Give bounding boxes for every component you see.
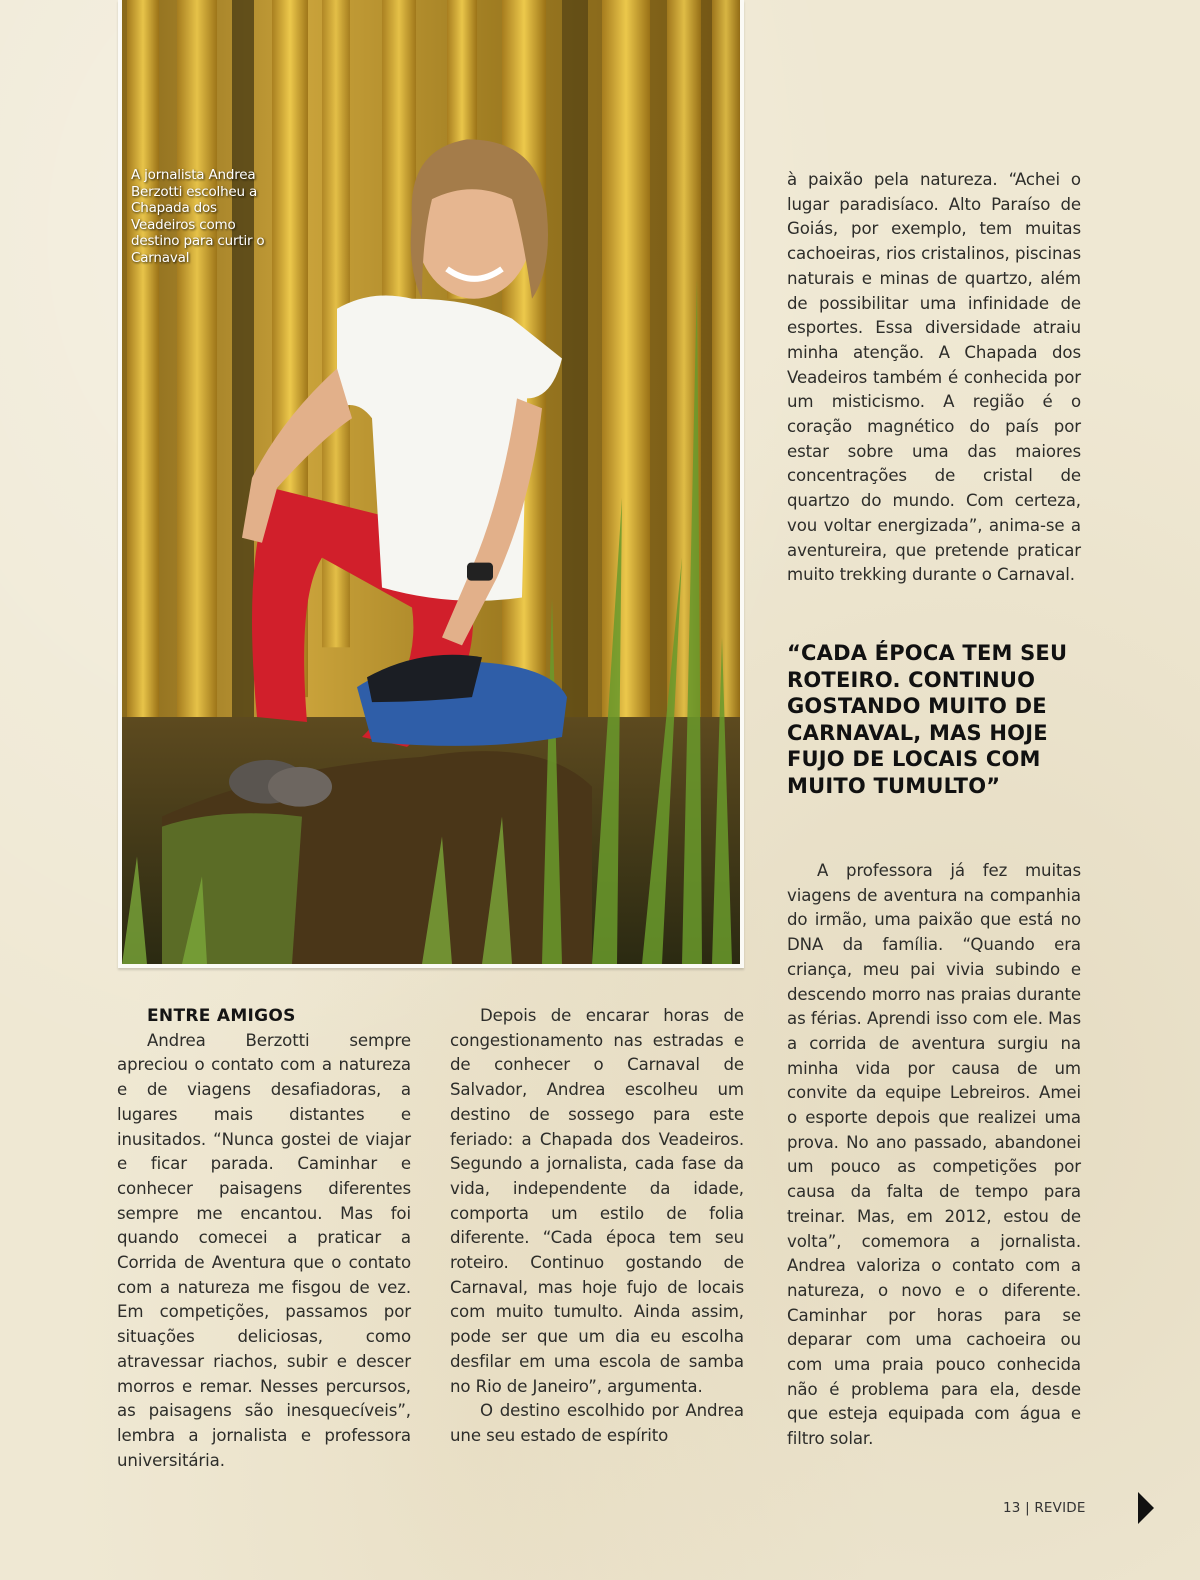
body-paragraph: Depois de encarar horas de congestionamento nas estradas e de conhecer o Carnaval de Salvador, Andrea escolheu um destino de sossego para este feriado: a Chapada dos Veadeiros. Segundo a jornalista, cada fase da vida, independente da idade, comporta um estilo de folia diferente. “Cada época tem seu roteiro. Continuo gostando de Carnaval, mas hoje fujo de locais com muito tumulto. Ainda assim, pode ser que um dia eu escolha desfilar em uma escola de samba no Rio de Janeiro”, argumenta. (450, 1006, 744, 1396)
footer-separator: | (1025, 1500, 1030, 1516)
body-paragraph: A professora já fez muitas viagens de aventura na companhia do irmão, uma paixão que está no DNA da família. “Quando era criança, meu pai vivia subindo e descendo morro nas praias durante as férias. Aprendi isso com ele. Mas a corrida de aventura surgiu na minha vida por causa de um convite da equipe Lebreiros. Amei o esporte depois que realizei uma prova. No ano passado, abandonei um pouco as competições por causa da falta de tempo para treinar. Mas, em 2012, estou de volta”, comemora a jornalista. Andrea valoriza o contato com a natureza, o novo e o diferente. Caminhar por horas para se deparar com uma cachoeira ou com uma praia pouco conhecida não é problema para ela, desde que esteja equipada com água e filtro solar. (787, 861, 1081, 1449)
article-column-1 (117, 1004, 411, 1473)
article-column-3-bottom (787, 859, 1081, 1452)
magazine-name: REVIDE (1034, 1500, 1086, 1516)
page-footer (1003, 1500, 1086, 1516)
page-number: 13 (1003, 1500, 1021, 1516)
photo-caption: A jornalista Andrea Berzotti escolheu a Chapada dos Veadeiros como destino para curtir o Carnaval (131, 167, 265, 266)
article-column-3-top (787, 168, 1081, 588)
article-column-2 (450, 1004, 744, 1449)
photo-illustration (122, 0, 740, 964)
body-paragraph: O destino escolhido por Andrea une seu estado de espírito (450, 1401, 744, 1445)
pull-quote: “CADA ÉPOCA TEM SEU ROTEIRO. CONTINUO GOSTANDO MUITO DE CARNAVAL, MAS HOJE FUJO DE LOCAIS COM MUITO TUMULTO” (787, 641, 1068, 798)
article-photo (118, 0, 744, 968)
section-subhead: ENTRE AMIGOS (147, 1006, 296, 1026)
next-page-arrow-icon[interactable] (1138, 1492, 1154, 1524)
body-paragraph: Andrea Berzotti sempre apreciou o contato com a natureza e de viagens desafiadoras, a lugares mais distantes e inusitados. “Nunca gostei de viajar e ficar parada. Caminhar e conhecer paisagens diferentes sempre me encantou. Mas foi quando comecei a praticar a Corrida de Aventura que o contato com a natureza me fisgou de vez. Em competições, passamos por situações deliciosas, como atravessar riachos, subir e descer morros e remar. Nesses percursos, as paisagens são inesquecíveis”, lembra a jornalista e professora universitária. (117, 1030, 411, 1470)
body-paragraph: à paixão pela natureza. “Achei o lugar paradisíaco. Alto Paraíso de Goiás, por exemplo, tem muitas cachoeiras, rios cristalinos, piscinas naturais e minas de quartzo, além de possibilitar uma infinidade de esportes. Essa diversidade atraiu minha atenção. A Chapada dos Veadeiros também é conhecida por um misticismo. A região é o coração magnético do país por estar sobre uma das maiores concentrações de cristal de quartzo do mundo. Com certeza, vou voltar energizada”, anima-se a aventureira, que pretende praticar muito trekking durante o Carnaval. (787, 170, 1081, 585)
